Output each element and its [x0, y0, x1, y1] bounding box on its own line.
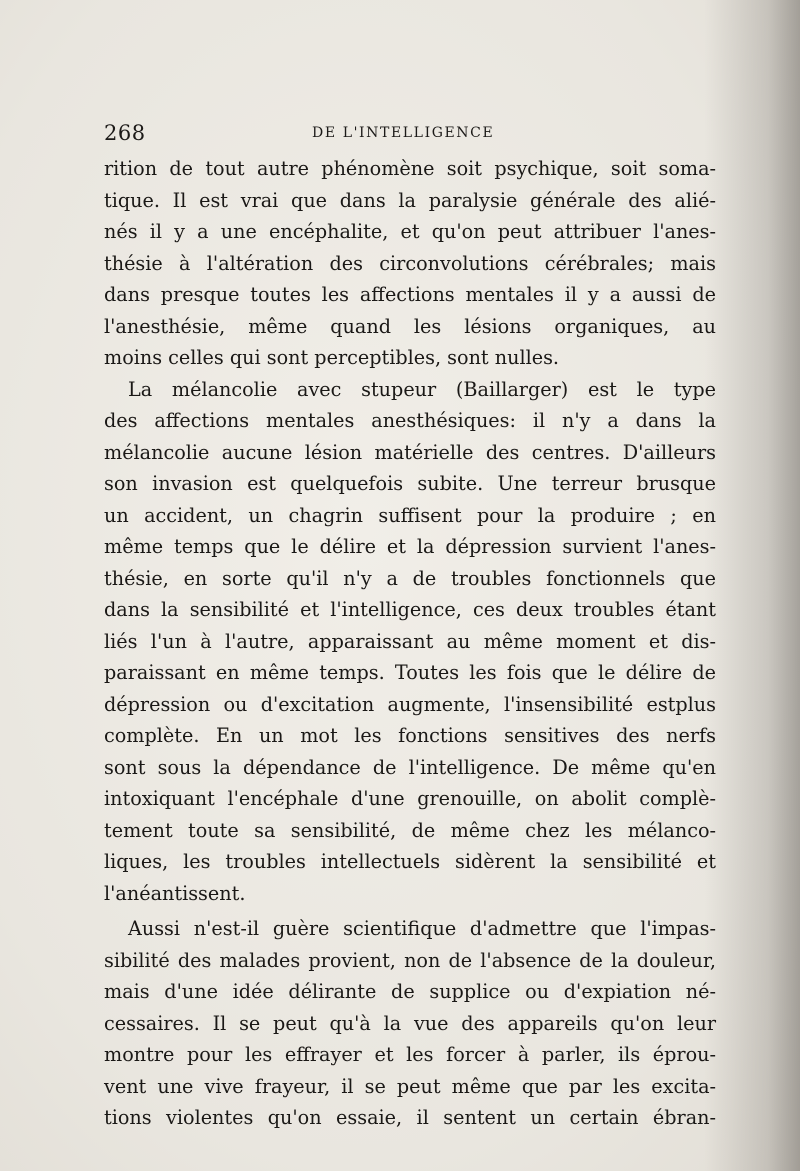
text-line: montre pour les effrayer et les forcer à parler, ils éprou- — [104, 1043, 716, 1066]
text-line: liés l'un à l'autre, apparaissant au même moment et dis- — [104, 629, 716, 653]
text-line: Aussi n'est-il guère scientifique d'admettre que l'impas- — [128, 917, 716, 940]
text-line: mais d'une idée délirante de supplice ou d'expiation né- — [104, 980, 716, 1003]
text-line: dépression ou d'excitation augmente, l'insensibilité estplus — [104, 692, 716, 716]
text-line: l'anesthésie, même quand les lésions organiques, au — [104, 314, 716, 338]
text-line: cessaires. Il se peut qu'à la vue des appareils qu'on leur — [104, 1011, 716, 1035]
text-line: thésie à l'altération des circonvolutions cérébrales; mais — [104, 251, 716, 275]
page-number: 268 — [104, 121, 146, 145]
text-line: moins celles qui sont perceptibles, sont nulles. — [104, 346, 560, 369]
text-line: complète. En un mot les fonctions sensitives des nerfs — [104, 724, 716, 747]
text-line: sibilité des malades provient, non de l'absence de la douleur, — [104, 948, 716, 972]
text-line: liques, les troubles intellectuels sidèrent la sensibilité et — [104, 850, 716, 873]
text-line: sont sous la dépendance de l'intelligence. De même qu'en — [104, 755, 716, 779]
text-line: paraissant en même temps. Toutes les fois que le délire de — [104, 661, 716, 684]
text-line: l'anéantissent. — [104, 881, 246, 905]
text-line: La mélancolie avec stupeur (Baillarger) est le type — [128, 377, 716, 401]
text-line: dans presque toutes les affections mentales il y a aussi de — [104, 283, 716, 306]
text-line: thésie, en sorte qu'il n'y a de troubles fonctionnels que — [104, 566, 716, 590]
text-line: même temps que le délire et la dépression survient l'anes- — [104, 535, 716, 558]
text-line: intoxiquant l'encéphale d'une grenouille, on abolit complè- — [104, 787, 716, 810]
paragraph-1 — [104, 153, 716, 374]
text-line: son invasion est quelquefois subite. Une terreur brusque — [104, 472, 716, 495]
paragraph-3 — [104, 913, 716, 1134]
text-line: tique. Il est vrai que dans la paralysie générale des alié- — [104, 188, 716, 212]
text-line: tions violentes qu'on essaie, il sentent un certain ébran- — [104, 1106, 716, 1129]
text-line: mélancolie aucune lésion matérielle des centres. D'ailleurs — [104, 440, 716, 464]
paragraph-2 — [104, 374, 716, 910]
text-line: nés il y a une encéphalite, et qu'on peut attribuer l'anes- — [104, 220, 716, 243]
text-line: tement toute sa sensibilité, de même chez les mélanco- — [104, 818, 716, 842]
text-line: dans la sensibilité et l'intelligence, ces deux troubles étant — [104, 598, 716, 621]
page-header — [104, 121, 716, 147]
text-line: vent une vive frayeur, il se peut même que par les excita- — [104, 1074, 716, 1098]
text-line: un accident, un chagrin suffisent pour la produire ; en — [104, 503, 716, 527]
body-text — [104, 153, 716, 1134]
text-line: rition de tout autre phénomène soit psychique, soit soma- — [104, 157, 716, 180]
text-line: des affections mentales anesthésiques: il n'y a dans la — [104, 409, 716, 432]
running-head: DE L'INTELLIGENCE — [312, 125, 495, 141]
